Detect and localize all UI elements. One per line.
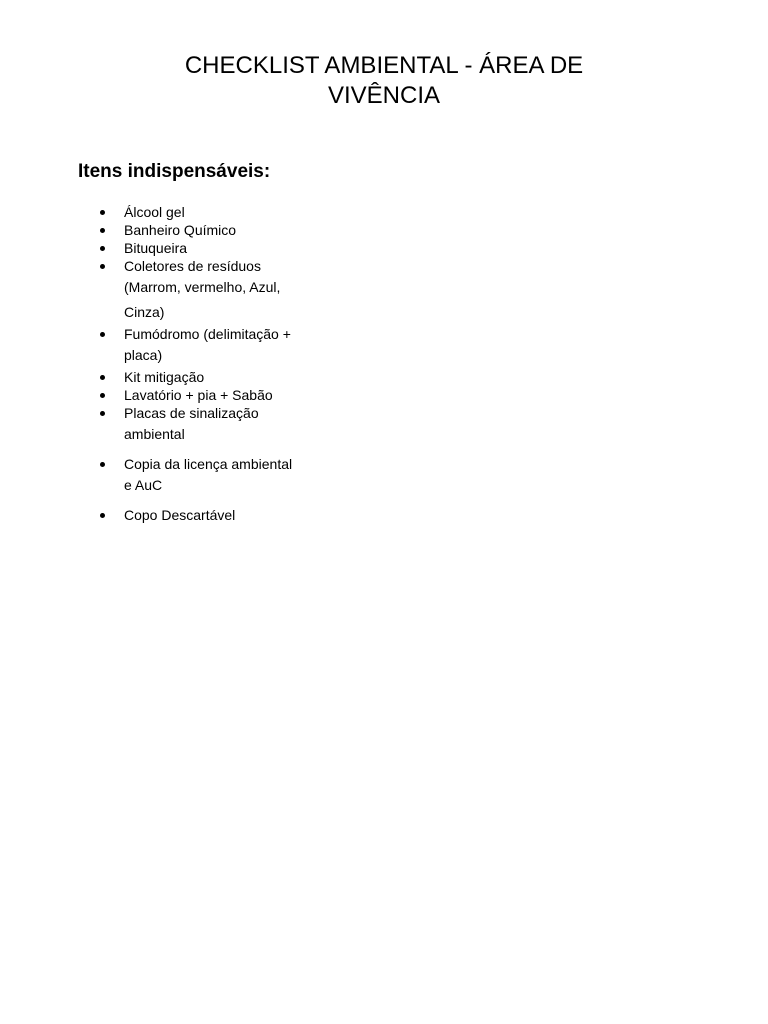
list-item-text: Kit mitigação: [124, 369, 205, 385]
section-heading: Itens indispensáveis:: [78, 161, 271, 182]
list-item: [0, 455, 768, 498]
checklist: [0, 203, 768, 524]
bullet-icon: [100, 513, 105, 518]
list-item-text: Copo Descartável: [124, 507, 236, 523]
list-item-text-continued: Cinza): [124, 304, 165, 320]
list-item-text-continued: e AuC: [124, 477, 163, 493]
list-item: [0, 404, 768, 447]
bullet-icon: [100, 332, 105, 337]
list-item-text: Coletores de resíduos: [124, 258, 261, 274]
bullet-icon: [100, 462, 105, 467]
title-line-2: VIVÊNCIA: [327, 82, 441, 109]
list-item-text: Álcool gel: [124, 204, 185, 220]
list-item-text-continued: placa): [124, 347, 163, 363]
list-item-text-continued: ambiental: [124, 426, 185, 442]
title-line-1: CHECKLIST AMBIENTAL - ÁREA DE: [184, 52, 584, 79]
list-item: [0, 386, 768, 404]
list-item-text-continued: (Marrom, vermelho, Azul,: [124, 279, 281, 295]
list-item-text: Bituqueira: [124, 240, 188, 256]
list-item-text: Lavatório + pia + Sabão: [124, 387, 273, 403]
list-item: [0, 325, 768, 368]
list-item-text: Copia da licença ambiental: [124, 456, 293, 472]
bullet-icon: [100, 228, 105, 233]
list-item: [0, 239, 768, 257]
list-item: [0, 221, 768, 239]
list-item-text: Banheiro Químico: [124, 222, 237, 238]
bullet-icon: [100, 375, 105, 380]
bullet-icon: [100, 210, 105, 215]
bullet-icon: [100, 411, 105, 416]
list-item: [0, 257, 768, 325]
list-item-text: Fumódromo (delimitação +: [124, 326, 291, 342]
list-item: [0, 506, 768, 524]
list-item: [0, 203, 768, 221]
list-item-text: Placas de sinalização: [124, 405, 259, 421]
document-title: [150, 51, 618, 111]
bullet-icon: [100, 264, 105, 269]
list-item: [0, 368, 768, 386]
bullet-icon: [100, 393, 105, 398]
bullet-icon: [100, 246, 105, 251]
